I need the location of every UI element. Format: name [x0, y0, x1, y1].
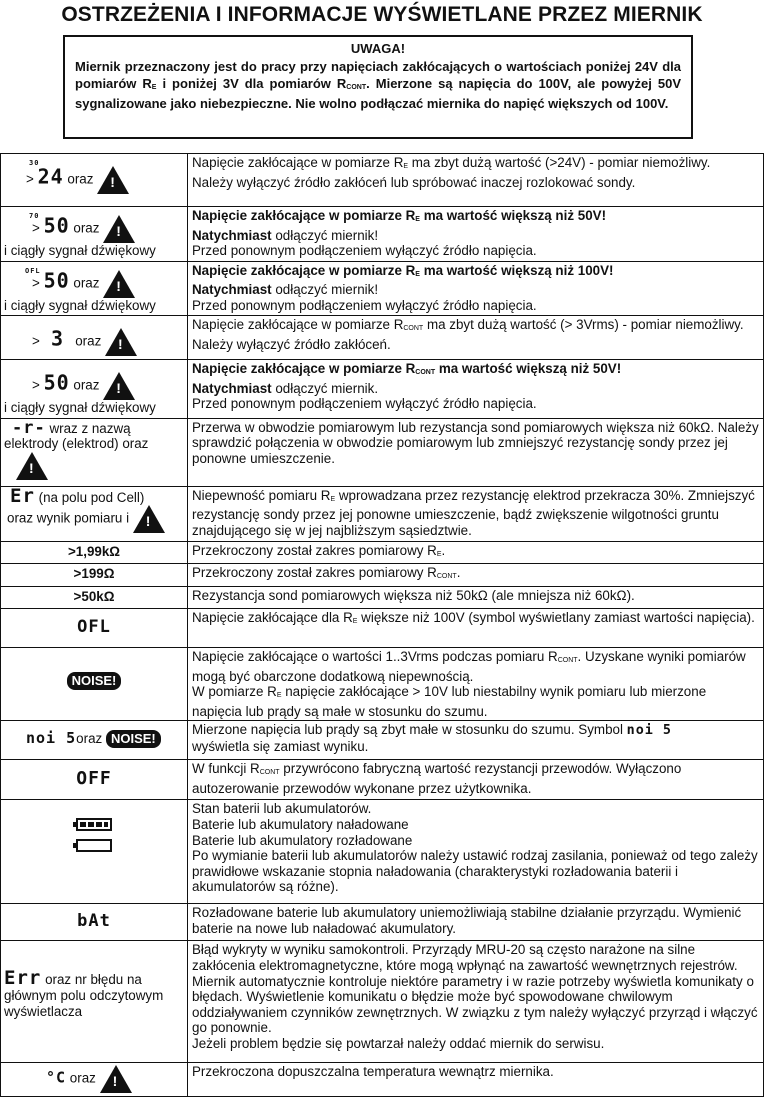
description-cell: Błąd wykryty w wyniku samokontroli. Przyrządy MRU-20 są często narażone na silne zakłócenia elektromagnetyczne, które mogą wpłynąć na zawartość wewnętrznych rejestrów. Miernik automatycznie kontroluje niektóre parametry i w razie potrzeby wyświetla komunikaty o błędach. Wyświetlenie komunikatu o błędzie może być spowodowane chwilowym oddziaływaniem czynników zewnętrznych. W związku z tym należy wyłączyć przyrząd i włączyć go ponownie. Jeżeli problem będzie się powtarzał należy oddać miernik do serwisu.	[188, 941, 764, 1063]
table-row	[1, 608, 764, 647]
display-cell: 70 > 50 oraz ! i ciągły sygnał dźwiękowy	[1, 207, 188, 262]
segment-display: 3	[51, 326, 65, 351]
table-row	[1, 486, 764, 541]
display-cell: OFL > 50 oraz ! i ciągły sygnał dźwiękowy	[1, 261, 188, 316]
description-cell: Przerwa w obwodzie pomiarowym lub rezystancja sond pomiarowych większa niż 60kΩ. Należy sprawdzić połączenia w obwodzie pomiarowym lub zmniejszyć rezystancję sondy przez jej ponowne umieszczenie.	[188, 418, 764, 486]
warning-triangle-icon	[103, 372, 135, 400]
segment-display: 24	[37, 164, 64, 189]
description-cell: Napięcie zakłócające dla $R_E$ większe niż 100V (symbol wyświetlany zamiast wartości napięcia).	[188, 608, 764, 647]
description-cell: Napięcie zakłócające w pomiarze $R_E$ ma wartość większą niż 50V! Natychmiast odłączyć miernik! Przed ponownym podłączeniem wyłączyć źródło napięcia.	[188, 207, 764, 262]
description-cell: Napięcie zakłócające o wartości 1..3Vrms podczas pomiaru $R_{CONT}$. Uzyskane wyniki pomiarów mogą być obarczone dodatkową niepewnością. W pomiarze $R_E$ napięcie zakłócające > 10V lub niestabilny wynik pomiaru lub mierzone napięcia lub prądy są małe w stosunku do szumu.	[188, 647, 764, 720]
table-row	[1, 261, 764, 316]
description-cell: Rozładowane baterie lub akumulatory uniemożliwiają stabilne działanie przyrządu. Wymienić baterie na nowe lub naładować akumulatory.	[188, 904, 764, 941]
description-cell: Przekroczony został zakres pomiarowy $R_E$.	[188, 541, 764, 564]
display-cell: Err oraz nr błędu na głównym polu odczytowym wyświetlacza	[1, 941, 188, 1063]
table-row	[1, 360, 764, 419]
display-cell: Er (na polu pod Cell) oraz wynik pomiaru i !	[1, 486, 188, 541]
warning-triangle-icon	[100, 1065, 132, 1093]
description-cell: Napięcie zakłócające w pomiarze $R_E$ ma zbyt dużą wartość (>24V) - pomiar niemożliwy. Należy wyłączyć źródło zakłóceń lub spróbować inaczej rozlokować sondy.	[188, 154, 764, 207]
warning-text: Miernik przeznaczony jest do pracy przy napięciach zakłócających o wartościach poniżej 24V dla pomiarów $R_E$ i poniżej 3V dla pomiarów $R_{CONT}$. Mierzone są napięcia do 100V, ale powyżej 50V sygnalizowane jako niebezpieczne. Nie wolno podłączać miernika do napięć większych od 100V.	[75, 59, 681, 111]
table-row	[1, 207, 764, 262]
table-row	[1, 800, 764, 904]
description-cell: Przekroczona dopuszczalna temperatura wewnątrz miernika.	[188, 1063, 764, 1097]
warning-box	[63, 35, 693, 139]
segment-display: Err	[4, 967, 42, 990]
description-cell: Napięcie zakłócające w pomiarze $R_{CONT}$ ma zbyt dużą wartość (> 3Vrms) - pomiar niemożliwy. Należy wyłączyć źródło zakłóceń.	[188, 316, 764, 360]
table-row	[1, 154, 764, 207]
description-cell: Rezystancja sond pomiarowych większa niż 50kΩ (ale mniejsza niż 60kΩ).	[188, 586, 764, 608]
display-cell	[1, 904, 188, 941]
warning-triangle-icon	[103, 215, 135, 243]
page-title: OSTRZEŻENIA I INFORMACJE WYŚWIETLANE PRZEZ MIERNIK	[61, 3, 703, 26]
segment-display: 50	[43, 370, 70, 395]
display-cell	[1, 647, 188, 720]
description-cell: Mierzone napięcia lub prądy są zbyt małe w stosunku do szumu. Symbol noi 5 wyświetla się zamiast wyniku.	[188, 721, 764, 760]
segment-display: °C	[46, 1068, 67, 1087]
display-cell	[1, 760, 188, 800]
description-cell: Napięcie zakłócające w pomiarze $R_E$ ma wartość większą niż 100V! Natychmiast odłączyć miernik! Przed ponownym podłączeniem wyłączyć źródło napięcia.	[188, 261, 764, 316]
warning-triangle-icon	[133, 505, 165, 533]
warning-triangle-icon	[103, 270, 135, 298]
description-cell: Stan baterii lub akumulatorów. Baterie lub akumulatory naładowane Baterie lub akumulatory rozładowane Po wymianie baterii lub akumulatorów należy ustawić rodzaj zasilania, ponieważ od tego zależy prawidłowe wskazanie stopnia naładowania (charakterystyki rozładowania baterii i akumulatorów są różne).	[188, 800, 764, 904]
table-row	[1, 564, 764, 587]
display-cell: >1,99kΩ	[1, 541, 188, 564]
display-cell: > 50 oraz ! i ciągły sygnał dźwiękowy	[1, 360, 188, 419]
noise-badge: NOISE!	[67, 672, 122, 690]
display-cell: 30 > 24 oraz !	[1, 154, 188, 207]
table-row	[1, 316, 764, 360]
display-cell: > 3 oraz !	[1, 316, 188, 360]
display-cell: >199Ω	[1, 564, 188, 587]
table-row	[1, 541, 764, 564]
segment-display: noi 5	[26, 729, 77, 748]
warning-triangle-icon	[105, 328, 137, 356]
display-cell: >50kΩ	[1, 586, 188, 608]
segment-display: bAt	[77, 911, 111, 932]
noise-badge: NOISE!	[106, 730, 161, 748]
messages-table	[0, 153, 764, 1097]
warning-triangle-icon	[97, 166, 129, 194]
display-cell: -r- wraz z nazwą elektrody (elektrod) oraz !	[1, 418, 188, 486]
table-row	[1, 647, 764, 720]
table-row	[1, 721, 764, 760]
segment-display: 50	[43, 268, 70, 293]
display-cell: °C oraz !	[1, 1063, 188, 1097]
description-cell: Przekroczony został zakres pomiarowy $R_{CONT}$.	[188, 564, 764, 587]
segment-display: OFF	[76, 768, 112, 790]
table-row	[1, 418, 764, 486]
table-row	[1, 586, 764, 608]
segment-display: 50	[43, 213, 70, 238]
table-row	[1, 760, 764, 800]
display-cell	[1, 608, 188, 647]
display-cell: noi 5oraz NOISE!	[1, 721, 188, 760]
display-cell	[1, 800, 188, 904]
table-row	[1, 904, 764, 941]
description-cell: Napięcie zakłócające w pomiarze $R_{CONT}$ ma wartość większą niż 50V! Natychmiast odłączyć miernik. Przed ponownym podłączeniem wyłączyć źródło napięcia.	[188, 360, 764, 419]
warning-triangle-icon	[16, 452, 48, 480]
table-row	[1, 941, 764, 1063]
battery-empty-icon	[76, 839, 112, 852]
description-cell: Niepewność pomiaru $R_E$ wprowadzana przez rezystancję elektrod przekracza 30%. Zmniejszyć rezystancję sondy przez jej ponowne umieszczenie, bądź zwiększenie wilgotności gruntu znajdującego się w jej najbliższym sąsiedztwie.	[188, 486, 764, 541]
segment-display: -r-	[12, 417, 46, 438]
segment-display: Er	[10, 484, 35, 507]
description-cell: W funkcji $R_{CONT}$ przywrócono fabryczną wartość rezystancji przewodów. Wyłączono autozerowanie przewodów wykonane przez użytkownika.	[188, 760, 764, 800]
battery-full-icon	[76, 818, 112, 831]
warning-heading: UWAGA!	[350, 41, 406, 56]
segment-display: OFL	[77, 616, 111, 637]
